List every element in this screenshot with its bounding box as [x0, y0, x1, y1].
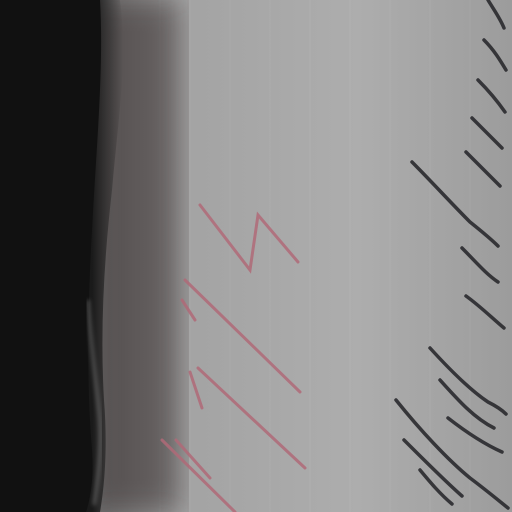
dark-edge-core [0, 0, 101, 512]
